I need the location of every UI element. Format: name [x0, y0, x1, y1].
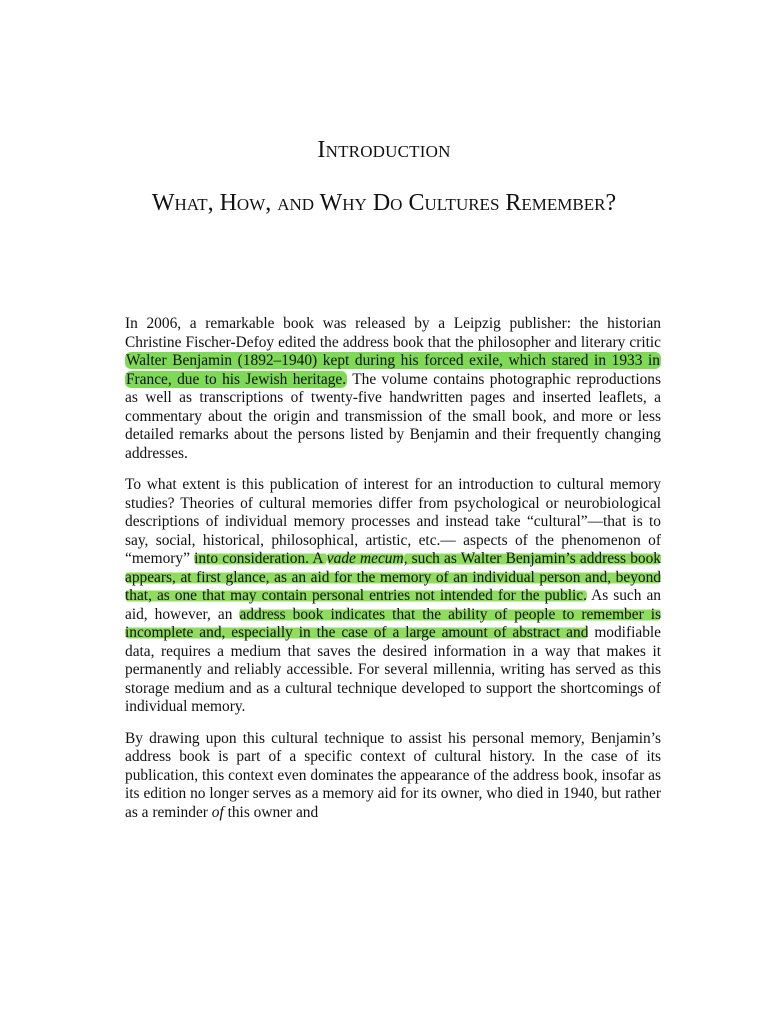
chapter-label: Introduction — [317, 137, 451, 163]
text-run: To what extent is this publication of interest for an introduction to cultural memory studies? Theories of cultural memories differ from psychological or neurobiological descriptions of individual memory processes and instead take “cultural”—that is to say, social, historical, philosophical, artistic, etc.— aspects of the phenomenon of “memory” — [125, 476, 661, 567]
text-run: As such an aid, however, an — [125, 587, 661, 623]
highlighted-text: into consideration. A — [194, 550, 327, 567]
text-run: modifiable data, requires a medium that saves the desired information in a way that makes it permanently and reliably accessible. For several millennia, writing has served as this storage medium and as a cultural technique developed to support the shortcomings of individual memory. — [125, 624, 661, 715]
highlighted-text: , such as Walter Benjamin’s address book appears, at first glance, as an aid for the memory of an individual person and, beyond that, as one that may contain personal entries not intended for the public. — [125, 550, 661, 604]
text-run: By drawing upon this cultural technique to assist his personal memory, Benjamin’s address book is part of a specific context of cultural history. In the case of its publication, this context even dominates the appearance of the address book, insofar as its edition no longer serves as a memory aid for its owner, who died in 1940, but rather as a reminder — [125, 729, 661, 821]
paragraph-1 — [125, 315, 661, 463]
text-run: this owner and — [223, 803, 319, 821]
text-run: In 2006, a remarkable book was released by a Leipzig publisher: the historian Christine Fischer-Defoy edited the address book that the philosopher and literary critic — [125, 315, 661, 351]
paragraph-3 — [125, 730, 661, 823]
highlighted-text: Walter Benjamin (1892–1940) kept during his forced exile, which stared in 1933 in France, due to his Jewish heritage. — [126, 352, 660, 388]
italic-term: vade mecum — [326, 550, 404, 567]
paragraph-2 — [125, 476, 661, 717]
body-text — [125, 315, 661, 835]
text-run: The volume contains photographic reproductions as well as transcriptions of twenty-five handwritten pages and inserted leaflets, a commentary about the origin and transmission of the small book, and more or less detailed remarks about the persons listed by Benjamin and their frequently changing addresses. — [125, 370, 661, 462]
italic-word: of — [211, 803, 224, 821]
highlighted-text: address book indicates that the ability of people to remember is incomplete and, especially in the case of a large amount of abstract and — [125, 605, 661, 641]
chapter-title: What, How, and Why Do Cultures Remember? — [151, 190, 617, 216]
